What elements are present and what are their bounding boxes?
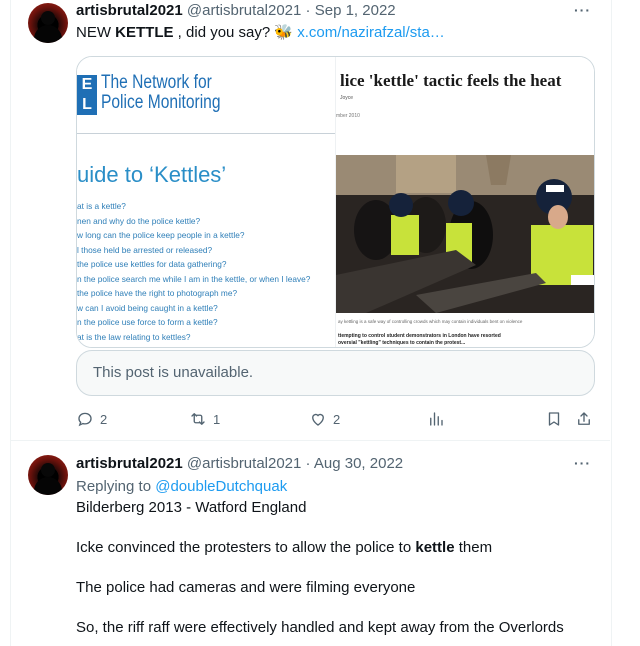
user-handle[interactable]: @artisbrutal2021 [186, 455, 302, 472]
replying-prefix: Replying to [76, 478, 156, 495]
post-date[interactable]: Sep 1, 2022 [314, 2, 396, 19]
tweet-sep-1[interactable] [10, 0, 610, 441]
share-icon [575, 410, 593, 428]
separator-dot: · [305, 2, 311, 19]
display-name[interactable]: artisbrutal2021 [76, 455, 183, 472]
line2-suffix: them [454, 539, 493, 556]
tweet-text-line-1: Bilderberg 2013 - Watford England [76, 499, 307, 516]
repost-icon [189, 410, 207, 428]
tweet-text-line-2 [76, 538, 492, 558]
repost-button[interactable] [189, 408, 220, 430]
display-name[interactable]: artisbrutal2021 [76, 2, 183, 19]
org-line-1: The Network for [101, 72, 212, 93]
replying-to-handle[interactable]: @doubleDutchquak [155, 478, 288, 495]
replying-to [76, 477, 287, 497]
guide-title: uide to ‘Kettles’ [77, 162, 227, 187]
bookmark-button[interactable] [545, 408, 563, 430]
question-item: n the police search me while I am in the kettle, or when I leave? [77, 273, 311, 284]
avatar-silhouette-head [41, 11, 55, 25]
story-line-1: ttempting to control student demonstrators in London have resorted [338, 333, 501, 339]
question-item: l those held be arrested or released? [77, 244, 213, 255]
more-icon[interactable]: ··· [574, 455, 591, 471]
avatar[interactable] [28, 3, 68, 43]
avatar-silhouette-body [34, 25, 62, 43]
question-item: w long can the police keep people in a kettle? [77, 230, 245, 240]
reply-count: 2 [100, 411, 108, 427]
photo-caption: ay kettling is a safe way of controlling crowds which may contain individuals bent on violence [338, 319, 523, 324]
like-icon [309, 410, 327, 428]
bookmark-icon [545, 410, 563, 428]
tweet-header [76, 454, 403, 474]
story-excerpt [338, 333, 501, 347]
avatar-silhouette-body [34, 477, 62, 495]
question-item: at is a kettle? [77, 201, 126, 211]
text-bold: KETTLE [115, 24, 174, 41]
tweet-text-line-3: The police had cameras and were filming everyone [76, 579, 416, 596]
npm-logo: E L [77, 75, 97, 115]
question-item: at is the law relating to kettles? [77, 331, 191, 342]
tweet-text-line-4: So, the riff raff were effectively handled and kept away from the Overlords [76, 619, 564, 636]
reply-button[interactable] [76, 408, 107, 430]
share-button[interactable] [575, 408, 593, 430]
separator-dot: · [305, 455, 311, 472]
question-item: nen and why do the police kettle? [77, 215, 201, 226]
post-date[interactable]: Aug 30, 2022 [313, 455, 404, 472]
reply-icon [76, 410, 94, 428]
divider [77, 133, 335, 134]
user-handle[interactable]: @artisbrutal2021 [186, 2, 302, 19]
tweet-header [76, 1, 396, 21]
article-headline: lice 'kettle' tactic feels the heat [340, 71, 562, 90]
tweet-link[interactable]: x.com/nazirafzal/sta… [297, 24, 445, 41]
question-item: w can I avoid being caught in a kettle? [77, 302, 218, 313]
quoted-media-card[interactable] [76, 56, 595, 348]
question-item: the police have the right to photograph me? [77, 288, 238, 298]
like-count: 2 [333, 411, 341, 427]
repost-count: 1 [213, 411, 221, 427]
media-image-right[interactable] [335, 57, 595, 347]
tweet-aug-30[interactable] [10, 441, 610, 646]
more-icon[interactable]: ··· [574, 2, 591, 18]
avatar-silhouette-head [41, 463, 55, 477]
article-date: mber 2010 [336, 113, 360, 119]
org-line-2: Police Monitoring [101, 92, 221, 113]
text-suffix: , did you say? 🐝 [173, 24, 298, 41]
unavailable-post-notice [76, 350, 595, 396]
media-image-left[interactable] [77, 57, 335, 347]
views-button[interactable] [427, 408, 445, 430]
article-byline: Joyce [340, 95, 354, 101]
line2-prefix: Icke convinced the protesters to allow the police to [76, 539, 416, 556]
like-button[interactable] [309, 408, 340, 430]
question-list [77, 199, 310, 344]
tweet-text [76, 23, 445, 43]
action-bar [76, 408, 593, 430]
unavailable-text: This post is unavailable. [93, 364, 254, 381]
text-prefix: NEW [76, 24, 116, 41]
question-item: n the police use force to form a kettle? [77, 317, 218, 327]
story-line-2: oversial "kettling" techniques to contain the protest... [338, 340, 466, 346]
avatar[interactable] [28, 455, 68, 495]
riot-police-photo [336, 155, 595, 313]
question-item: the police use kettles for data gathering? [77, 259, 227, 269]
line2-bold: kettle [415, 539, 455, 556]
views-icon [427, 410, 445, 428]
org-name [101, 73, 221, 113]
